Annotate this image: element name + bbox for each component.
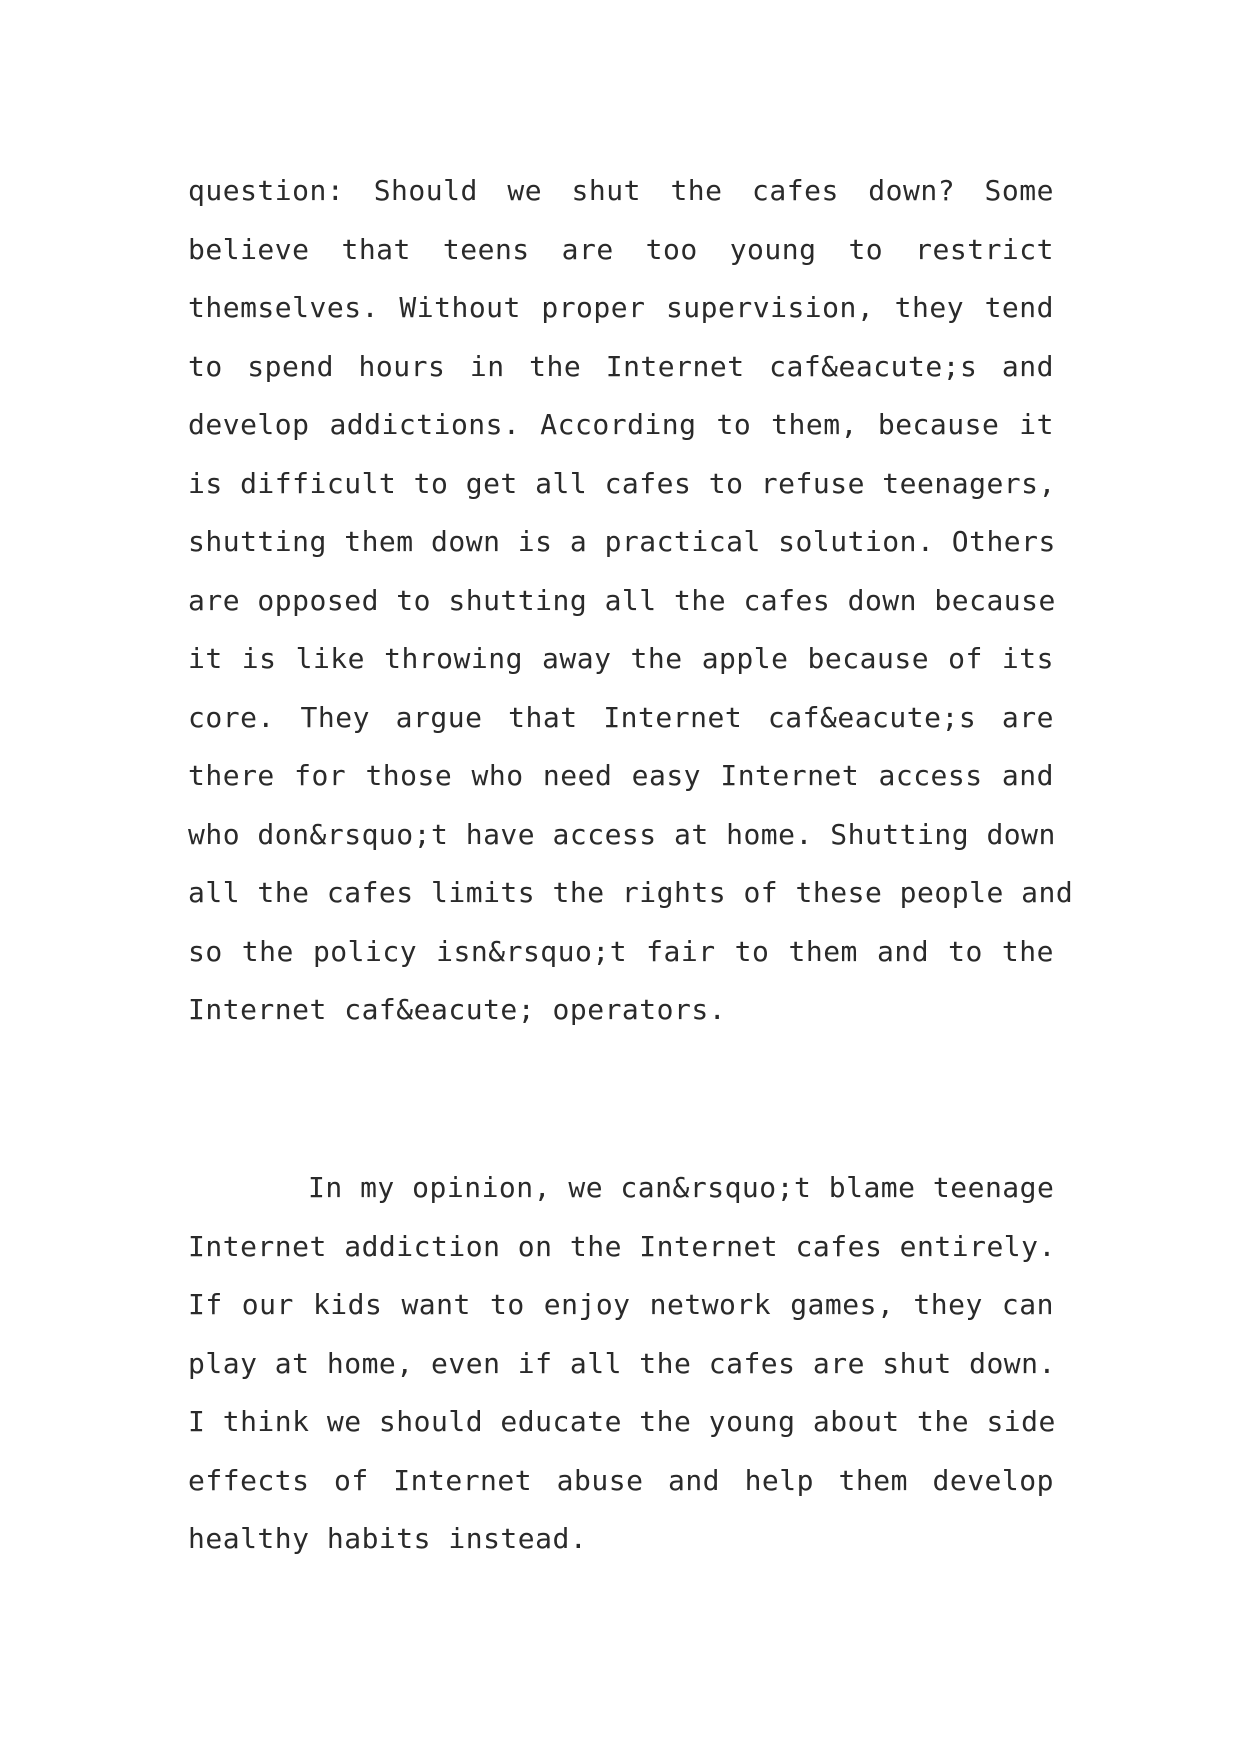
text-line: develop addictions. According to them, because it xyxy=(188,408,1054,441)
text-line: I think we should educate the young about the side xyxy=(188,1405,1056,1438)
text-line: core. They argue that Internet caf&eacute;s are xyxy=(188,700,1054,734)
text-line: Internet addiction on the Internet cafes entirely. xyxy=(188,1229,1056,1263)
text-line: it is like throwing away the apple because of its xyxy=(188,642,1054,675)
text-line: shutting them down is a practical solution. Others xyxy=(188,525,1056,558)
text-line: are opposed to shutting all the cafes down because xyxy=(188,583,1056,617)
text-line: effects of Internet abuse and help them develop xyxy=(188,1463,1054,1497)
text-line: so the policy isn&rsquo;t fair to them and to the xyxy=(188,934,1054,968)
text-line: play at home, even if all the cafes are shut down. xyxy=(188,1346,1056,1380)
text-line: there for those who need easy Internet access and xyxy=(188,759,1054,792)
text-line: all the cafes limits the rights of these people and xyxy=(188,876,1074,909)
text-line: to spend hours in the Internet caf&eacute;s and xyxy=(188,349,1054,383)
text-line: who don&rsquo;t have access at home. Shutting down xyxy=(188,817,1056,851)
text-line: question: Should we shut the cafes down? Some xyxy=(188,174,1054,207)
paragraph-1 xyxy=(188,162,1074,1040)
text-line: Internet caf&eacute; operators. xyxy=(188,993,727,1026)
text-line: themselves. Without proper supervision, they tend xyxy=(188,291,1054,324)
text-line: believe that teens are too young to restrict xyxy=(188,232,1054,266)
text-line: If our kids want to enjoy network games, they can xyxy=(188,1288,1054,1321)
text-line: is difficult to get all cafes to refuse teenagers, xyxy=(188,466,1056,500)
text-line: healthy habits instead. xyxy=(188,1522,588,1555)
text-line: In my opinion, we can&rsquo;t blame teenage xyxy=(308,1171,1055,1204)
paragraph-2 xyxy=(188,1159,1054,1569)
